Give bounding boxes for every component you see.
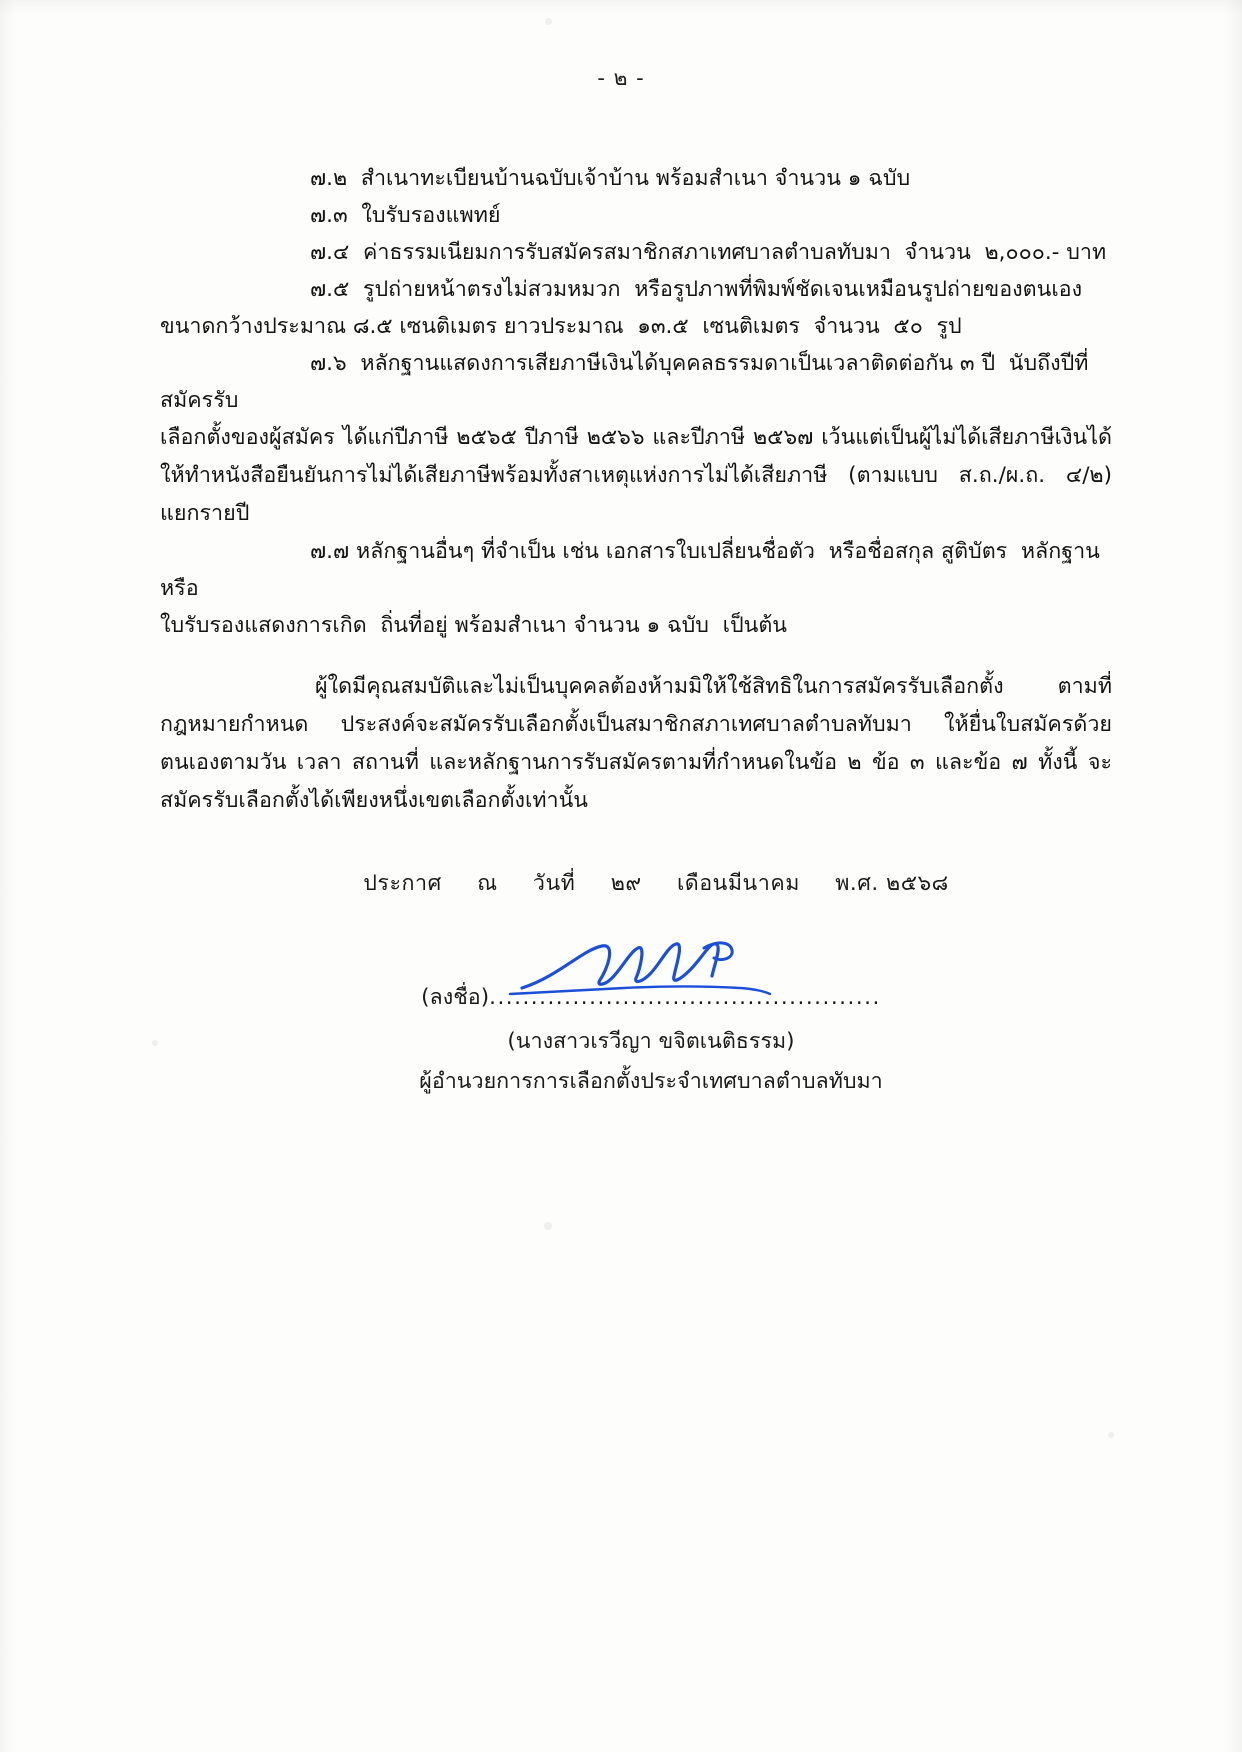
announcement-year: พ.ศ. ๒๕๖๘ bbox=[835, 871, 949, 896]
page-number: - ๒ - bbox=[597, 66, 645, 90]
closing-paragraph: ผู้ใดมีคุณสมบัติและไม่เป็นบุคคลต้องห้ามมิให้ใช้สิทธิในการสมัครรับเลือกตั้ง ตามที่กฎหมายกำหนด ประสงค์จะสมัครรับเลือกตั้งเป็นสมาชิกสภาเทศบาลตำบลทับมา ให้ยื่นใบสมัครด้วยตนเองตามวัน เวลา สถานที่ และหลักฐานการรับสมัครตามที่กำหนดในข้อ ๒ ข้อ ๓ และข้อ ๗ ทั้งนี้ จะสมัครรับเลือกตั้งได้เพียงหนึ่งเขตเลือกตั้งเท่านั้น bbox=[160, 674, 1112, 813]
list-item-7-5-first-line: ๗.๕ รูปถ่ายหน้าตรงไม่สวมหมวก หรือรูปภาพที่พิมพ์ชัดเจนเหมือนรูปถ่ายของตนเอง bbox=[310, 277, 1083, 302]
scan-edge-top bbox=[0, 0, 1242, 14]
signature-dots: ............................................... bbox=[489, 985, 881, 1010]
announcement-line bbox=[160, 866, 1112, 900]
announcement-prefix: ประกาศ bbox=[363, 871, 442, 896]
announcement-date-label: วันที่ bbox=[532, 871, 576, 896]
list-item-7-6-first-line: ๗.๖ หลักฐานแสดงการเสียภาษีเงินได้บุคคลธรรมดาเป็นเวลาติดต่อกัน ๓ ปี นับถึงปีที่สมัครรับ bbox=[160, 351, 1089, 413]
announcement-month: เดือนมีนาคม bbox=[676, 871, 800, 896]
list-item: ๗.๒ สำเนาทะเบียนบ้านฉบับเจ้าบ้าน พร้อมสำเนา จำนวน ๑ ฉบับ bbox=[310, 166, 911, 191]
list-item-7-5-continuation: ขนาดกว้างประมาณ ๘.๕ เซนติเมตร ยาวประมาณ ๑๓.๕ เซนติเมตร จำนวน ๕๐ รูป bbox=[160, 314, 962, 339]
scan-speck bbox=[152, 1040, 158, 1046]
sign-label: (ลงชื่อ) bbox=[421, 985, 490, 1010]
list-item: ๗.๔ ค่าธรรมเนียมการรับสมัครสมาชิกสภาเทศบาลตำบลทับมา จำนวน ๒,๐๐๐.- บาท bbox=[310, 240, 1107, 265]
signer-title: ผู้อำนวยการการเลือกตั้งประจำเทศบาลตำบลทับมา bbox=[419, 1069, 883, 1094]
list-item-7-6-continuation: เลือกตั้งของผู้สมัคร ได้แก่ปีภาษี ๒๕๖๕ ปีภาษี ๒๕๖๖ และปีภาษี ๒๕๖๗ เว้นแต่เป็นผู้ไม่ได้เสียภาษีเงินได้ให้ทำหนังสือยืนยันการไม่ได้เสียภาษีพร้อมทั้งสาเหตุแห่งการไม่ได้เสียภาษี (ตามแบบ ส.ถ./ผ.ถ. ๔/๒) แยกรายปี bbox=[160, 425, 1112, 526]
list-item: ๗.๓ ใบรับรองแพทย์ bbox=[310, 203, 501, 228]
signature-line bbox=[160, 980, 1112, 1014]
document-body bbox=[160, 160, 1112, 1098]
scan-edge-left bbox=[0, 0, 16, 1752]
list-item-7-7-continuation: ใบรับรองแสดงการเกิด ถิ่นที่อยู่ พร้อมสำเนา จำนวน ๑ ฉบับ เป็นต้น bbox=[160, 613, 787, 638]
scan-speck bbox=[544, 1222, 552, 1230]
announcement-at: ณ bbox=[477, 871, 498, 896]
scan-edge-right bbox=[1224, 0, 1242, 1752]
signer-name: (นางสาวเรวีญา ขจิตเนติธรรม) bbox=[507, 1029, 795, 1054]
scan-speck bbox=[545, 18, 552, 25]
scan-speck bbox=[1108, 1432, 1114, 1438]
list-item-7-7-first-line: ๗.๗ หลักฐานอื่นๆ ที่จำเป็น เช่น เอกสารใบเปลี่ยนชื่อตัว หรือชื่อสกุล สูติบัตร หลักฐานหรือ bbox=[160, 539, 1100, 601]
announcement-day: ๒๙ bbox=[610, 871, 642, 896]
signature-block bbox=[160, 980, 1112, 1098]
